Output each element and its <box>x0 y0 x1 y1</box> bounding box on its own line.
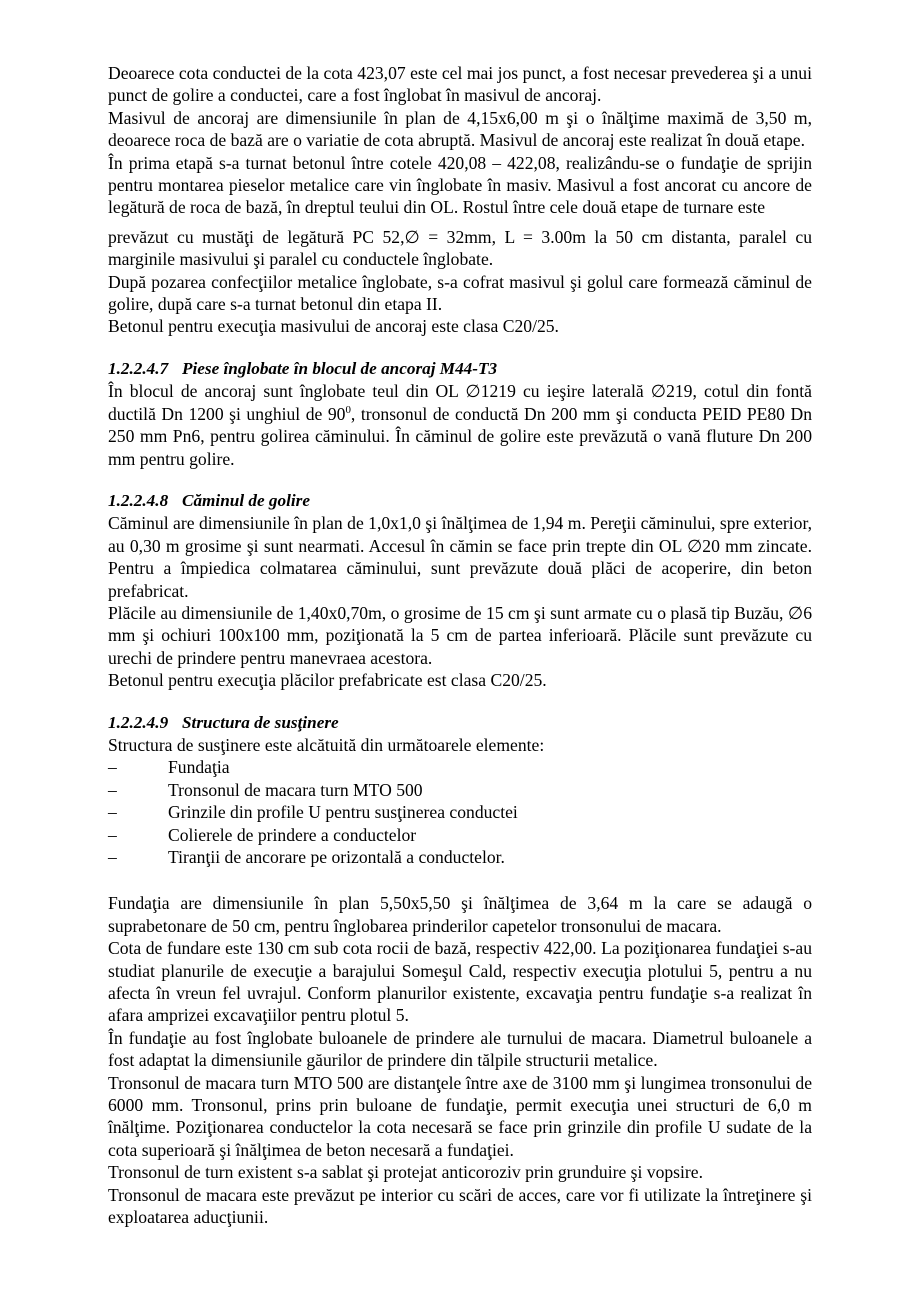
spacer-before-heading-9 <box>108 692 812 712</box>
heading-number: 1.2.2.4.9 <box>108 712 169 732</box>
list-dash-marker: – <box>108 802 117 823</box>
paragraph-cota-fundare: Cota de fundare este 130 cm sub cota rocii de bază, respectiv 422,00. La poziţionarea fundaţiei s-au studiat planurile de execuţie a barajului Someşul Cald, respectiv execuţia plotului 5, pentru a nu afecta în vreun fel uvrajul. Conform planurilor existente, excavaţia pentru fundaţie s-a realizat în afara amprizei excavaţiilor pentru plotul 5. <box>108 938 812 1026</box>
list-dash-marker: – <box>108 824 117 845</box>
paragraph-piese-text-pre: În blocul de ancoraj sunt înglobate teul din OL ∅1219 cu ieşire laterală ∅219, cotul din fontă ductilă Dn 1200 şi unghiul de 90 <box>108 381 812 424</box>
list-item-label: Fundaţia <box>168 757 230 778</box>
paragraph-mustati-legatura: prevăzut cu mustăţi de legătură PC 52,∅ = 32mm, L = 3.00m la 50 cm distanta, paralel cu marginile masivului şi paralel cu conductele înglobate. <box>108 226 812 270</box>
list-item-label: Tronsonul de macara turn MTO 500 <box>168 779 423 800</box>
list-item <box>108 779 812 801</box>
list-structura-elemente <box>108 756 812 868</box>
heading-title: Căminul de golire <box>182 490 310 510</box>
spacer-before-heading-8 <box>108 470 812 490</box>
paragraph-tronson-sablat: Tronsonul de turn existent s-a sablat şi protejat anticoroziv prin grunduire şi vopsire. <box>108 1162 703 1183</box>
list-item <box>108 824 812 846</box>
paragraph-prima-etapa: În prima etapă s-a turnat betonul între cotele 420,08 – 422,08, realizându-se o fundaţie de sprijin pentru montarea pieselor metalice care vin înglobate în masiv. Masivul a fost ancorat cu ancore de legătură de roca de bază, în dreptul teului din OL. Rostul între cele două etape de turnare este <box>108 152 812 218</box>
degree-superscript: 0 <box>345 403 351 416</box>
paragraph-piese-inglobate <box>108 380 812 470</box>
paragraph-intro-cota: Deoarece cota conductei de la cota 423,07 este cel mai jos punct, a fost necesar prevederea şi a unui punct de golire a conductei, care a fost înglobat în masivul de ancoraj. <box>108 63 812 106</box>
paragraph-tronson-scari-acces: Tronsonul de macara este prevăzut pe interior cu scări de acces, care vor fi utilizate la întreţinere şi exploatarea aducţiunii. <box>108 1184 812 1228</box>
heading-number: 1.2.2.4.7 <box>108 358 169 378</box>
list-dash-marker: – <box>108 847 117 867</box>
list-item <box>108 756 812 778</box>
list-item <box>108 846 812 868</box>
spacer-before-heading-7 <box>108 338 812 358</box>
heading-1-2-2-4-7 <box>108 358 812 380</box>
heading-1-2-2-4-8 <box>108 490 812 512</box>
heading-1-2-2-4-9 <box>108 712 812 734</box>
spacer-before-fundatia <box>108 868 812 892</box>
list-item <box>108 801 812 823</box>
list-item-label: Grinzile din profile U pentru susţinerea conductei <box>168 802 518 823</box>
paragraph-camin-dimensiuni: Căminul are dimensiunile în plan de 1,0x1,0 şi înălţimea de 1,94 m. Pereţii căminului, spre exterior, au 0,30 m grosime şi sunt nearmati. Accesul în cămin se face prin trepte din OL ∅20 mm zincate. Pentru a împiedica colmatarea căminului, sunt prevăzute două plăci de acoperire, din beton prefabricat. <box>108 513 812 601</box>
paragraph-tronson-mto500: Tronsonul de macara turn MTO 500 are distanţele între axe de 3100 mm şi lungimea tronsonului de 6000 mm. Tronsonul, prins prin buloane de fundaţie, permit execuţia unei structuri de 6,0 m înălţime. Poziţionarea conductelor la cota necesară se face prin grinzile din profile U sudate de la cota superioară şi înălţimea de beton necesară a fundaţiei. <box>108 1072 812 1160</box>
paragraph-piese-text-post: , tronsonul de conductă Dn 200 mm şi conducta PEID PE80 Dn 250 mm Pn6, pentru golirea căminului. În căminul de golire este prevăzută o vană fluture Dn 200 mm pentru golire. <box>108 403 812 469</box>
paragraph-structura-intro: Structura de susţinere este alcătuită din următoarele elemente: <box>108 734 545 755</box>
paragraph-placi-dimensiuni: Plăcile au dimensiunile de 1,40x0,70m, o grosime de 15 cm şi sunt armate cu o plasă tip Buzău, ∅6 mm şi ochiuri 100x100 mm, poziţionată la 5 cm de partea inferioară. Plăcile sunt prevăzute cu urechi de prindere pentru manevraea acestora. <box>108 602 812 668</box>
paragraph-fundatia-dimensiuni: Fundaţia are dimensiunile în plan 5,50x5,50 şi înălţimea de 3,64 m la care se adaugă o suprabetonare de 50 cm, pentru înglobarea prinderilor capetelor tronsonului de macara. <box>108 893 812 936</box>
paragraph-pozare-confectii: După pozarea confecţiilor metalice înglobate, s-a cofrat masivul şi golul care formează căminul de golire, după care s-a turnat betonul din etapa II. <box>108 271 812 315</box>
heading-title: Piese înglobate în blocul de ancoraj M44-T3 <box>182 358 498 378</box>
list-dash-marker: – <box>108 757 117 778</box>
list-dash-marker: – <box>108 779 117 800</box>
paragraph-beton-clasa-placi: Betonul pentru execuţia plăcilor prefabricate est clasa C20/25. <box>108 670 547 691</box>
paragraph-beton-clasa-masiv: Betonul pentru execuţia masivului de ancoraj este clasa C20/25. <box>108 316 559 337</box>
paragraph-masiv-ancoraj: Masivul de ancoraj are dimensiunile în plan de 4,15x6,00 m şi o înălţime maximă de 3,50 m, deoarece roca de bază are o variatie de cota abruptă. Masivul de ancoraj este realizat în două etape. <box>108 107 812 151</box>
list-item-label: Tiranţii de ancorare pe orizontală a conductelor. <box>168 847 505 867</box>
document-body <box>108 62 812 1229</box>
heading-title: Structura de susţinere <box>182 712 339 732</box>
paragraph-buloane-prindere: În fundaţie au fost înglobate buloanele de prindere ale turnului de macara. Diametrul buloanele a fost adaptat la dimensiunile găurilor de prindere din tălpile structurii metalice. <box>108 1027 812 1071</box>
heading-number: 1.2.2.4.8 <box>108 490 169 510</box>
spacer-before-mustati <box>108 219 812 226</box>
list-item-label: Colierele de prindere a conductelor <box>168 824 417 845</box>
